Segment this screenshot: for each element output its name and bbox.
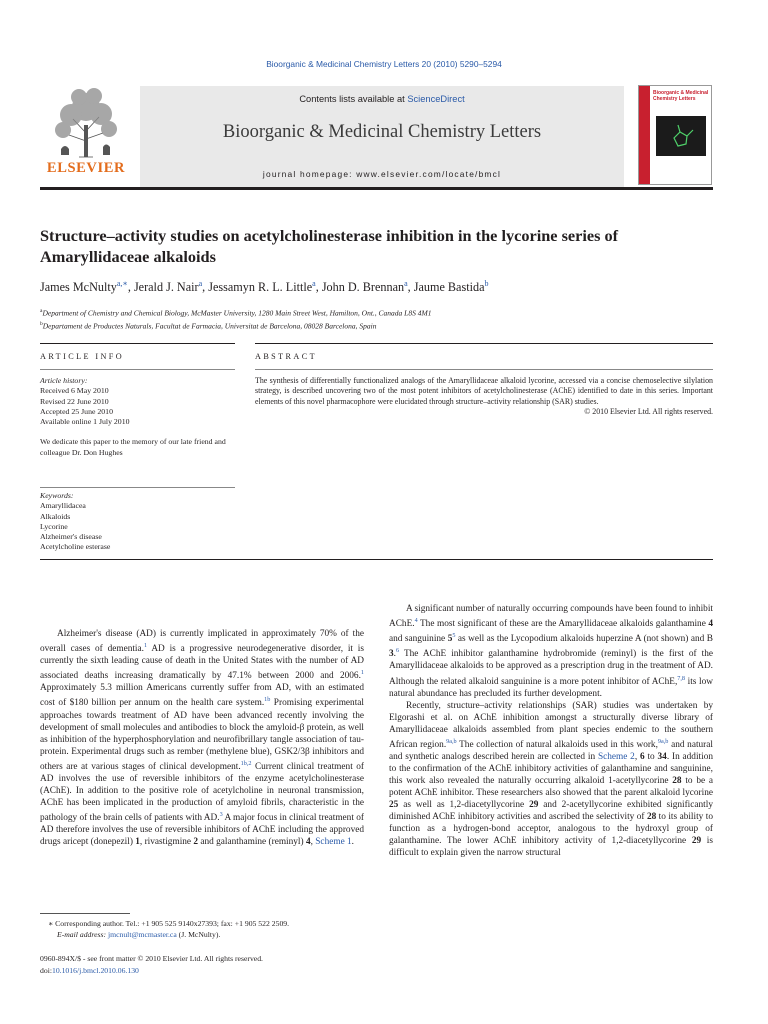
dedication: We dedicate this paper to the memory of our late friend and colleague Dr. Don Hughes (40, 437, 226, 457)
abstract-top-rule (255, 343, 713, 344)
keywords-rule (40, 487, 235, 488)
author-affiliation-mark[interactable]: a (312, 279, 316, 288)
cover-image (656, 116, 706, 156)
reference-link[interactable]: 5 (452, 632, 456, 640)
affiliations (40, 306, 730, 332)
body-column-right (389, 603, 713, 859)
issn-line: 0960-894X/$ - see front matter © 2010 Elsevier Ltd. All rights reserved. (40, 954, 263, 963)
article-info-heading: ARTICLE INFO (40, 352, 125, 361)
footnote-email-line: E-mail address: jmcnult@mcmaster.ca (J. McNulty). (57, 929, 221, 939)
reference-link[interactable]: 7,8 (677, 674, 686, 682)
article-info (40, 376, 235, 458)
author[interactable]: James McNulty$^{a,∗}$ (40, 279, 128, 295)
article-title: Structure–activity studies on acetylcholinesterase inhibition in the lycorine series of Amaryllidaceae alkaloids (40, 226, 619, 266)
info-top-rule (40, 343, 235, 344)
footnote-rule (40, 913, 130, 914)
keywords (40, 491, 235, 553)
reference-link[interactable]: 1 (143, 642, 148, 650)
author[interactable]: Jerald J. Nair$^a$ (133, 279, 203, 295)
abstract-bottom-rule (40, 559, 713, 560)
journal-homepage[interactable]: journal homepage: www.elsevier.com/locate/bmcl (262, 169, 502, 179)
reference-link[interactable]: 9a,b (657, 737, 669, 745)
footnote-contact: ∗ Corresponding author. Tel.: +1 905 525 9140x27393; fax: +1 905 522 2509. (48, 919, 290, 928)
author-list: James McNulty$^{a,∗}$, Jerald J. Nair$^a$, Jessamyn R. L. Little$^a$, John D. Brennan$^a$, Jaume Bastida$^b$ (40, 279, 489, 295)
journal-citation[interactable]: Bioorganic & Medicinal Chemistry Letters 20 (2010) 5290–5294 (266, 59, 502, 69)
history-revised: Revised 22 June 2010 (40, 396, 109, 406)
abstract-sub-rule (255, 369, 713, 370)
body-paragraph: Alzheimer's disease (AD) is currently implicated in approximately 70% of the overall cases of dementia.$^1$ AD is a progressive neurodegenerative disorder, it is currently the sixth leading cause of death in the United States with the number of AD associated deaths increasing dramatically by 47.1% between 2000 and 2006.$^1$ Approximately 5.3 million Americans currently suffer from AD, with an estimated cost of $180 billion per annum on the health care system.$^{1b}$ Promising experimental approaches towards treatment of AD have been advanced recently involving the development of small molecules and antibodies to block the amyloid-β protein, as well as inhibition of the hyperphosphorylation and neurofibrillary tangle association of tau-protein. Experimental drugs such as rember (methylene blue), GSK2/3β inhibitors and others are at various stages of clinical development.$^{1b,2}$ Current clinical treatment of AD involves the use of reversible inhibitors of the enzyme acetylcholinesterase (AChE). In addition to the positive role of acetylcholine in neuronal transmission, AChE has been implicated in the production of amyloid fibrils, characteristic in the pathology of the brain cells of patients with AD.$^3$ A major focus in clinical treatment of AD therefore involves the use of reversible inhibitors of AChE including the approved drugs aricept (donepezil) 1, rivastigmine 2 and galanthamine (reminyl) 4, Scheme 1. (40, 629, 364, 848)
corresponding-author-footnote (40, 919, 364, 941)
reference-link[interactable]: 1b,2 (240, 759, 252, 767)
history-accepted: Accepted 25 June 2010 (40, 406, 113, 416)
body-paragraph: Recently, structure–activity relationships (SAR) studies was undertaken by Elgorashi et al. on AChE inhibition amongst a structurally diverse library of Amaryllidaceae alkaloids assembled from plant species endemic to the southern African region.$^{9a,b}$ The collection of natural alkaloids used in this work,$^{9a,b}$ and natural and synthetic analogs described herein are collected in Scheme 2, 6 to 34. In addition to the confirmation of the AChE inhibitory activities of galanthamine and sanguinine, this work also revealed the naturally occurring alkaloid 1-acetyllycorine 28 to be a potent AChE inhibitor. These researchers also showed that the parent alkaloid lycorine 25 as well as 1,2-diacetyllycorine 29 and 2-acetyllycorine exhibited significantly diminished AChE inhibitory activities and ascribed the selectivity of 28 to its ability to function as a hydrogen-bond acceptor, analogous to the hydroxyl group of galanthamine. The lower AChE inhibitory activity of 1,2-diacetyllycorine 29 is difficult to explain given the narrow structural (389, 700, 714, 859)
author-affiliation-mark[interactable]: a (198, 279, 203, 288)
author-affiliation-mark[interactable]: b (484, 279, 489, 288)
header-rule (40, 187, 713, 190)
keyword: Acetylcholine esterase (40, 542, 111, 552)
reference-link[interactable]: 3 (219, 811, 223, 819)
journal-masthead (140, 86, 624, 187)
affiliation: $^a$Department of Chemistry and Chemical Biology, McMaster University, 1280 Main Street West, Hamilton, Ont., Canada L8S 4M1 (40, 308, 432, 318)
history-received: Received 6 May 2010 (40, 386, 109, 396)
reference-link[interactable]: 1b (264, 696, 271, 704)
contents-line (140, 94, 624, 104)
author[interactable]: Jessamyn R. L. Little$^a$ (208, 279, 316, 295)
body-paragraph: A significant number of naturally occurring compounds have been found to inhibit AChE.$^4$ The most significant of these are the Amaryllidaceae alkaloids galanthamine 4 and sanguinine $5^5$ as well as the Lycopodium alkaloids huperzine A (not shown) and B 3.$^6$ The AChE inhibitor galanthamine hydrobromide (reminyl) is the first of the Amaryllidaceae alkaloids to be approved as a prescription drug in the treatment of AD. Although the related alkaloid sanguinine is a more potent inhibitor of AChE,$^{7,8}$ its low natural abundance has precluded its further development. (389, 604, 713, 699)
reference-link[interactable]: 4 (414, 617, 418, 625)
keyword: Alzheimer's disease (40, 532, 102, 542)
doi-line: doi:10.1016/j.bmcl.2010.06.130 (40, 965, 139, 975)
body-column-left (40, 628, 364, 848)
publisher-wordmark: ELSEVIER (46, 160, 126, 176)
reference-link[interactable]: 1 (360, 669, 364, 677)
page-footer (40, 953, 380, 976)
doi-link[interactable]: 10.1016/j.bmcl.2010.06.130 (51, 965, 139, 975)
reference-link[interactable]: 9a,b (446, 737, 457, 745)
contents-prefix: Contents lists available at (299, 94, 408, 104)
keyword: Lycorine (40, 521, 68, 531)
affiliation: $^b$Departament de Productes Naturals, Facultat de Farmacia, Universitat de Barcelona, 08028 Barcelona, Spain (40, 321, 377, 331)
author[interactable]: John D. Brennan$^a$ (321, 279, 408, 295)
author-affiliation-mark[interactable]: a,∗ (116, 279, 128, 288)
journal-cover (638, 85, 712, 185)
copyright: © 2010 Elsevier Ltd. All rights reserved. (584, 407, 713, 417)
journal-name: Bioorganic & Medicinal Chemistry Letters (222, 122, 542, 142)
abstract-heading: ABSTRACT (255, 352, 317, 361)
email-link[interactable]: jmcnult@mcmaster.ca (107, 929, 177, 939)
abstract-text: The synthesis of differentially functionalized analogs of the Amaryllidaceae alkaloid lycorine, accessed via a concise chemoselective silylation strategy, is described uncovering two of the most potent inhibitors of acetylcholinesterase (AChE) identified to date in this series. Important elements of this novel pharmacophore were elucidated through structure–activity relationship (SAR) studies. (255, 376, 713, 406)
history-label: Article history: (40, 376, 88, 385)
sciencedirect-link[interactable]: ScienceDirect (407, 94, 465, 104)
keyword: Amaryllidacea (40, 501, 86, 511)
scheme-link[interactable]: Scheme 2 (597, 751, 635, 762)
scheme-link[interactable]: Scheme 1 (315, 837, 352, 848)
keyword: Alkaloids (40, 511, 71, 521)
info-sub-rule (40, 369, 235, 370)
author[interactable]: Jaume Bastida$^b$ (413, 279, 489, 295)
molecule-icon (656, 116, 706, 156)
abstract (255, 376, 713, 418)
cover-accent-bar (639, 86, 650, 184)
tree-icon (49, 85, 123, 159)
reference-link[interactable]: 6 (395, 647, 400, 655)
author-affiliation-mark[interactable]: a (404, 279, 408, 288)
cover-title: Bioorganic & Medicinal Chemistry Letters (653, 90, 709, 102)
keywords-label: Keywords: (40, 491, 74, 500)
history-online: Available online 1 July 2010 (40, 417, 130, 427)
elsevier-logo (40, 85, 132, 177)
